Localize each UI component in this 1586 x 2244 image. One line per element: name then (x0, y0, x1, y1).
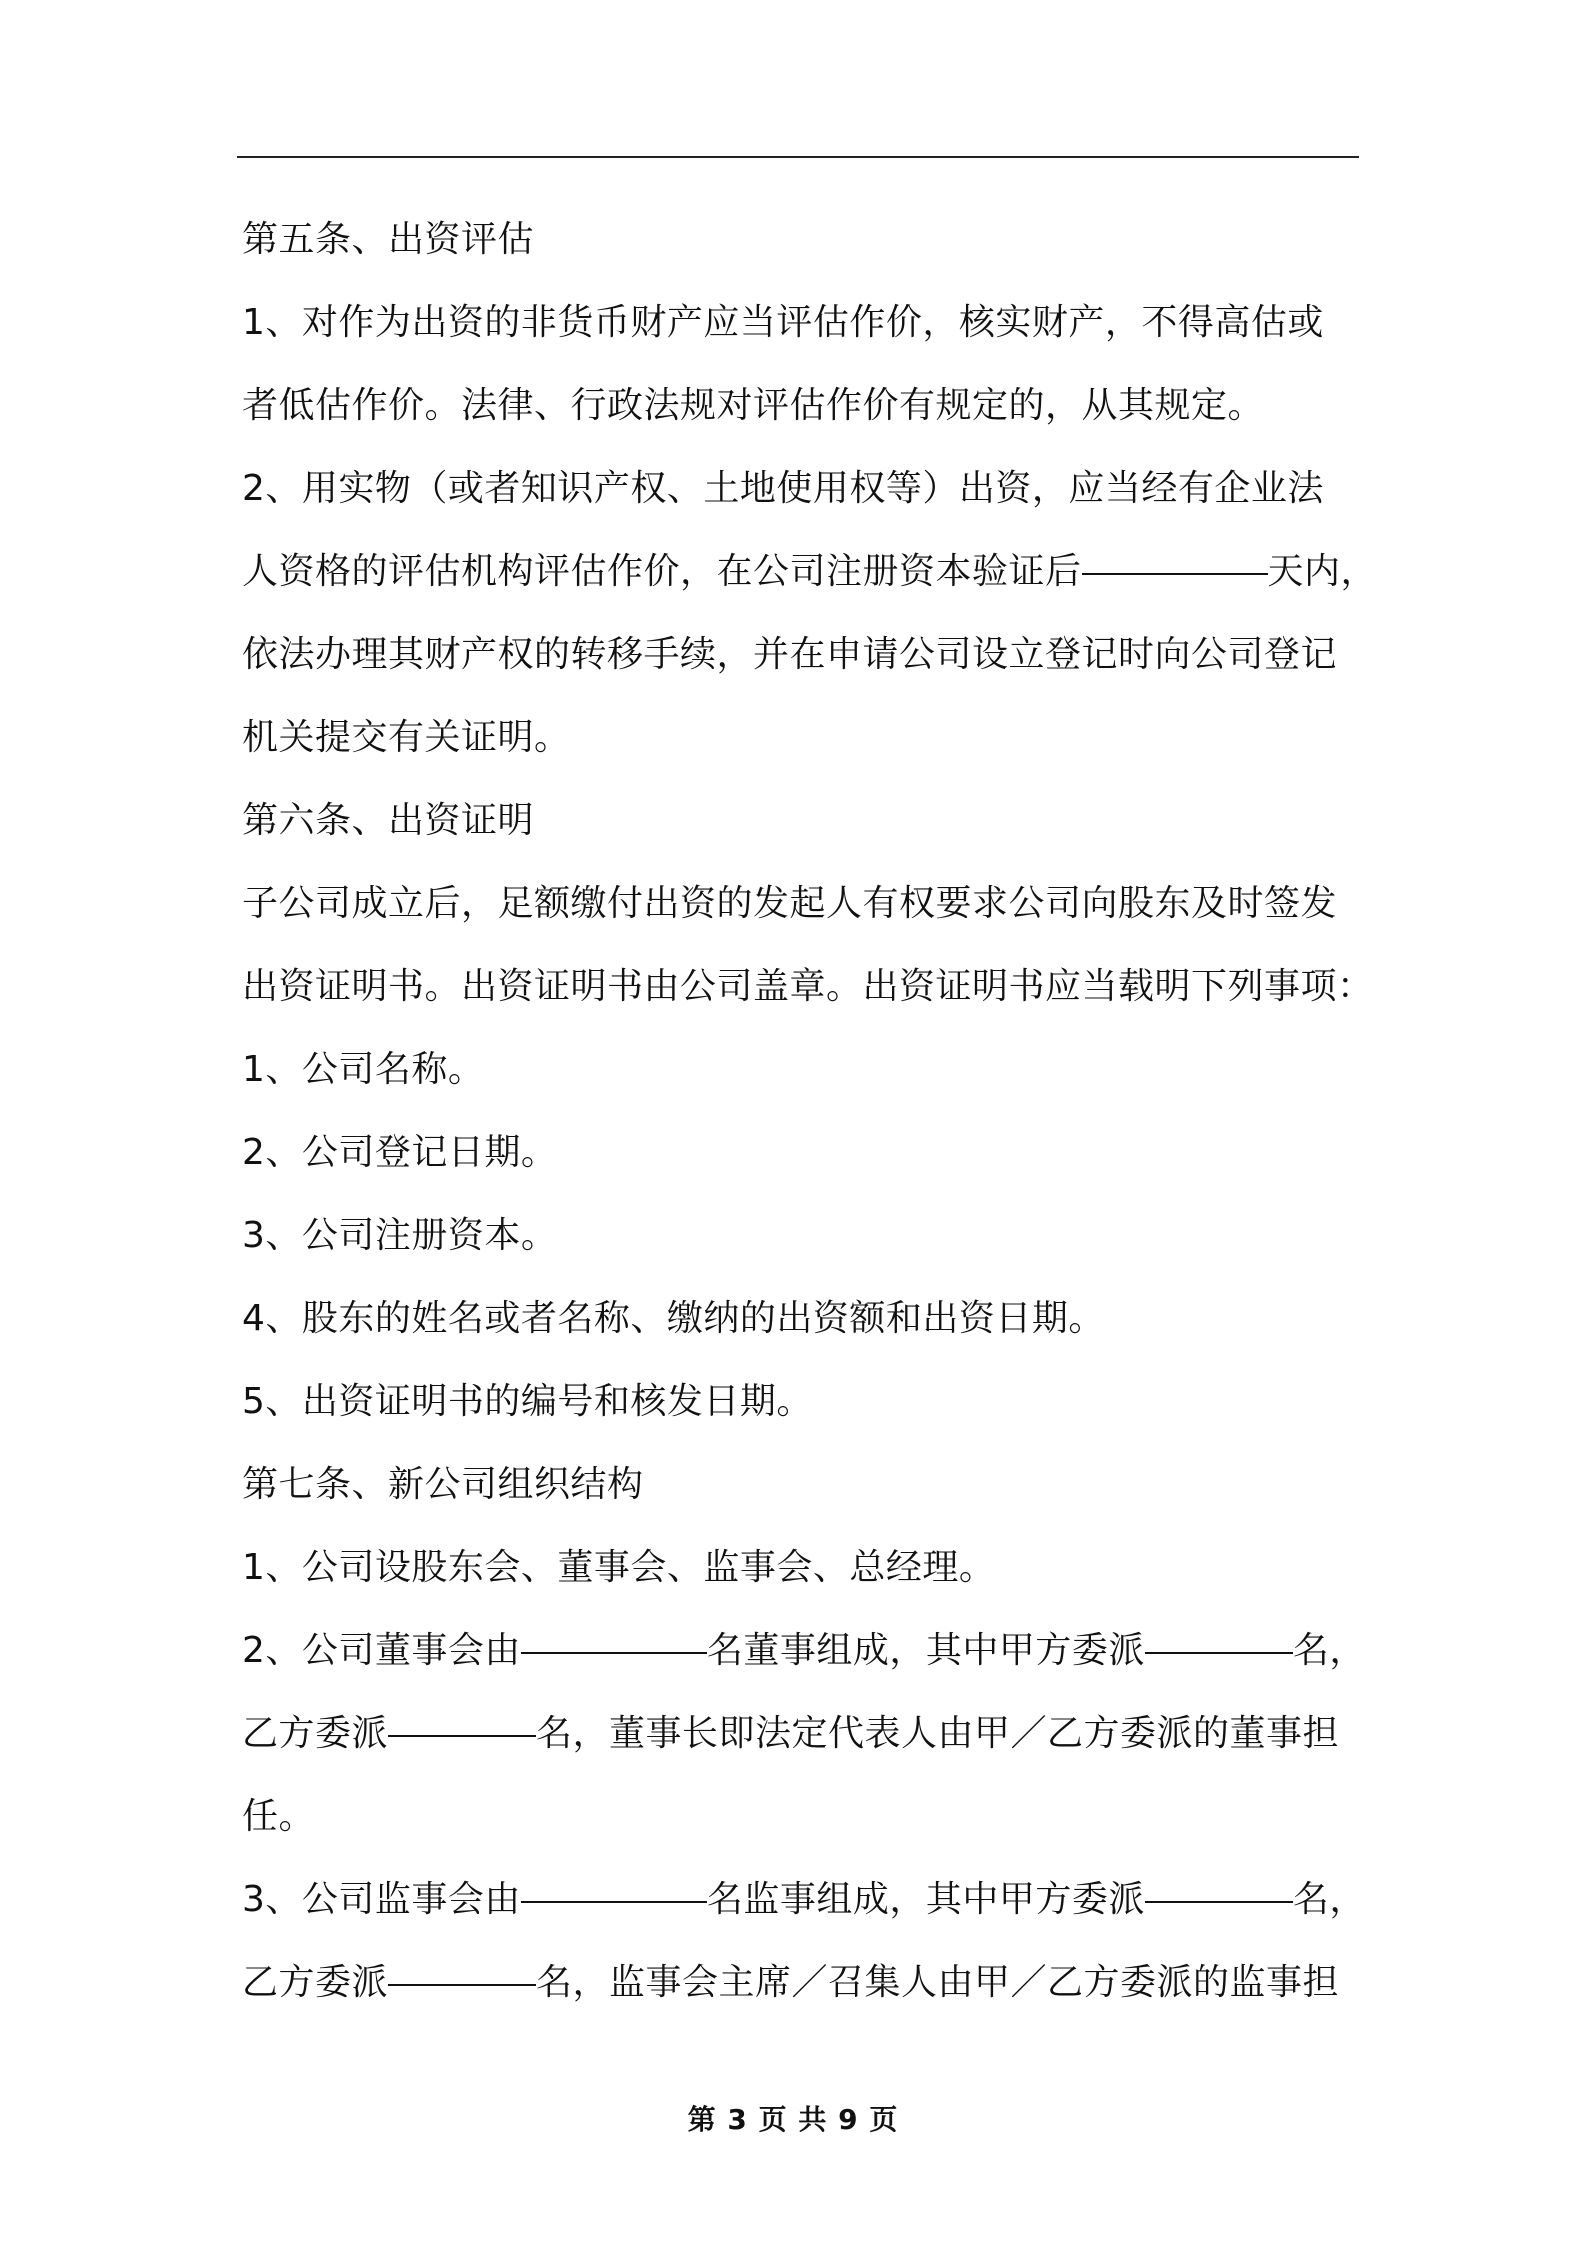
fill-in-blank[interactable] (1145, 1652, 1293, 1654)
text-line: 乙方委派 名，监事会主席／召集人由甲／乙方委派的监事担 (242, 1962, 1340, 2003)
article-6-heading: 第六条、出资证明 (242, 800, 535, 841)
header-divider (237, 156, 1359, 158)
list-item: 4、股东的姓名或者名称、缴纳的出资额和出资日期。 (242, 1298, 1105, 1339)
text-line: 2、公司董事会由 名董事组成，其中甲方委派 名， (242, 1630, 1366, 1671)
fill-in-blank[interactable] (388, 1735, 536, 1737)
text-line: 人资格的评估机构评估作价，在公司注册资本验证后 天内， (242, 551, 1378, 592)
text-line: 2、用实物（或者知识产权、土地使用权等）出资，应当经有企业法 (242, 468, 1324, 509)
page-number: 第 3 页 共 9 页 (687, 2103, 899, 2136)
article-5-heading: 第五条、出资评估 (242, 219, 535, 260)
list-item: 5、出资证明书的编号和核发日期。 (242, 1381, 813, 1422)
text-line: 者低估作价。法律、行政法规对评估作价有规定的，从其规定。 (242, 385, 1265, 426)
document-body (242, 198, 1378, 2024)
fill-in-blank[interactable] (1145, 1901, 1293, 1903)
text-line: 3、公司监事会由 名监事组成，其中甲方委派 名， (242, 1879, 1366, 1920)
text-line: 子公司成立后，足额缴付出资的发起人有权要求公司向股东及时签发 (242, 883, 1338, 924)
text-line: 1、对作为出资的非货币财产应当评估作价，核实财产，不得高估或 (242, 302, 1324, 343)
fill-in-blank[interactable] (521, 1901, 707, 1903)
fill-in-blank[interactable] (388, 1984, 536, 1986)
list-item: 3、公司注册资本。 (242, 1215, 558, 1256)
fill-in-blank[interactable] (1082, 573, 1268, 575)
text-line: 机关提交有关证明。 (242, 717, 571, 758)
text-line: 出资证明书。出资证明书由公司盖章。出资证明书应当载明下列事项： (242, 966, 1374, 1007)
text-line: 任。 (242, 1796, 316, 1837)
text-line: 依法办理其财产权的转移手续，并在申请公司设立登记时向公司登记 (242, 634, 1338, 675)
list-item: 1、公司名称。 (242, 1049, 485, 1090)
text-line: 1、公司设股东会、董事会、监事会、总经理。 (242, 1547, 996, 1588)
list-item: 2、公司登记日期。 (242, 1132, 558, 1173)
fill-in-blank[interactable] (521, 1652, 707, 1654)
article-7-heading: 第七条、新公司组织结构 (242, 1464, 644, 1505)
text-line: 乙方委派 名，董事长即法定代表人由甲／乙方委派的董事担 (242, 1713, 1340, 1754)
